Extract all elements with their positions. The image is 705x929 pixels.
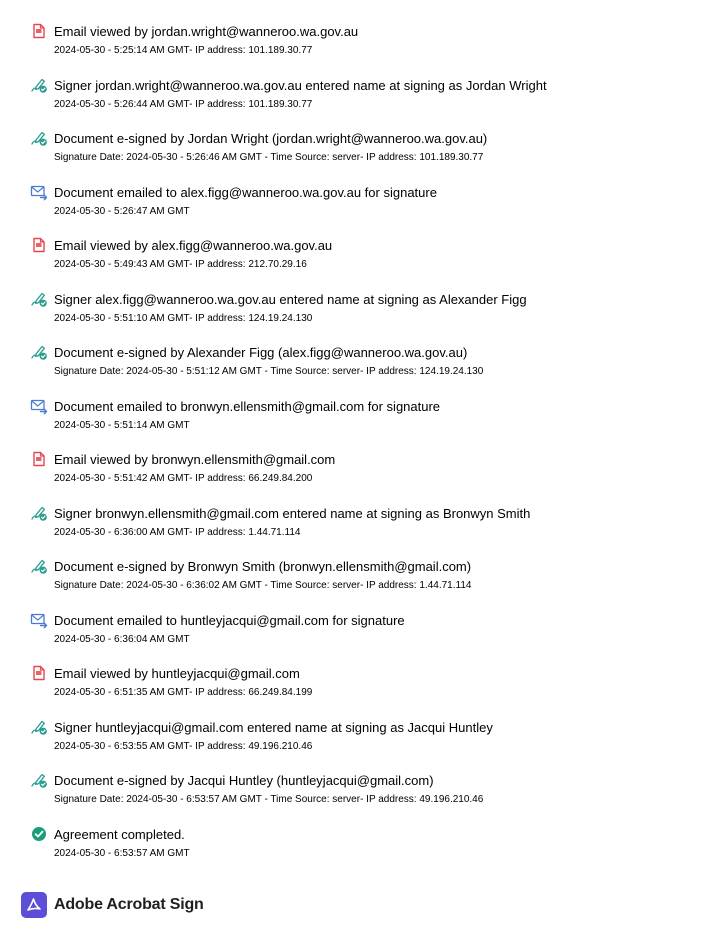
audit-event: [0, 397, 705, 451]
email-sent-icon: [30, 183, 48, 201]
event-detail: Signature Date: 2024-05-30 - 5:26:46 AM GMT - Time Source: server- IP address: 101.189.30.77: [54, 152, 484, 163]
brand-name: Adobe Acrobat Sign: [54, 896, 204, 913]
event-title: Document e-signed by Alexander Figg (alex.figg@wanneroo.wa.gov.au): [54, 345, 468, 360]
event-detail: 2024-05-30 - 5:51:10 AM GMT- IP address: 124.19.24.130: [54, 312, 313, 324]
signature-pen-icon: [30, 76, 48, 94]
document-viewed-icon: [30, 22, 48, 40]
email-sent-icon: [30, 611, 48, 629]
signature-pen-icon: [30, 290, 48, 308]
event-title: Document e-signed by Jacqui Huntley (huntleyjacqui@gmail.com): [54, 773, 434, 788]
document-viewed-icon: [30, 664, 48, 682]
event-title: Signer jordan.wright@wanneroo.wa.gov.au entered name at signing as Jordan Wright: [54, 77, 547, 93]
event-detail: 2024-05-30 - 6:36:04 AM GMT: [54, 633, 190, 645]
event-detail: 2024-05-30 - 5:26:47 AM GMT: [54, 205, 190, 217]
event-title: Email viewed by huntleyjacqui@gmail.com: [54, 666, 300, 681]
event-title: Email viewed by alex.figg@wanneroo.wa.gov.au: [54, 238, 333, 253]
event-title: Document e-signed by Bronwyn Smith (bronwyn.ellensmith@gmail.com): [54, 559, 472, 574]
audit-event: [0, 129, 705, 183]
event-title: Signer alex.figg@wanneroo.wa.gov.au entered name at signing as Alexander Figg: [54, 291, 527, 307]
event-detail: 2024-05-30 - 5:25:14 AM GMT- IP address: 101.189.30.77: [54, 45, 313, 56]
event-detail: 2024-05-30 - 5:51:14 AM GMT: [54, 419, 190, 431]
audit-event: [0, 76, 705, 130]
audit-event: [0, 664, 705, 718]
email-sent-icon: [30, 397, 48, 415]
document-viewed-icon: [30, 236, 48, 254]
event-detail: 2024-05-30 - 6:51:35 AM GMT- IP address: 66.249.84.199: [54, 687, 313, 698]
event-title: Document e-signed by Jordan Wright (jordan.wright@wanneroo.wa.gov.au): [54, 131, 488, 146]
event-detail: 2024-05-30 - 6:36:00 AM GMT- IP address: 1.44.71.114: [54, 526, 301, 538]
event-title: Email viewed by jordan.wright@wanneroo.wa.gov.au: [54, 24, 359, 39]
audit-event-list: [0, 22, 705, 878]
event-detail: 2024-05-30 - 5:49:43 AM GMT- IP address: 212.70.29.16: [54, 259, 307, 270]
adobe-acrobat-icon: [21, 892, 47, 918]
event-title: Document emailed to bronwyn.ellensmith@gmail.com for signature: [54, 398, 441, 414]
audit-event: [0, 450, 705, 504]
audit-event: [0, 557, 705, 611]
signature-pen-icon: [30, 504, 48, 522]
signature-pen-icon: [30, 557, 48, 575]
event-detail: 2024-05-30 - 6:53:55 AM GMT- IP address: 49.196.210.46: [54, 740, 313, 752]
audit-event: [0, 290, 705, 344]
audit-event: [0, 183, 705, 237]
event-title: Email viewed by bronwyn.ellensmith@gmail.com: [54, 452, 336, 467]
audit-event: [0, 22, 705, 76]
check-circle-icon: [30, 825, 48, 843]
signature-pen-icon: [30, 771, 48, 789]
audit-event: [0, 825, 705, 879]
footer-branding: [21, 892, 204, 918]
event-title: Signer huntleyjacqui@gmail.com entered name at signing as Jacqui Huntley: [54, 719, 493, 735]
event-title: Agreement completed.: [54, 826, 185, 842]
audit-event: [0, 718, 705, 772]
event-detail: Signature Date: 2024-05-30 - 6:36:02 AM GMT - Time Source: server- IP address: 1.44.71.114: [54, 580, 472, 591]
signature-pen-icon: [30, 718, 48, 736]
event-detail: 2024-05-30 - 6:53:57 AM GMT: [54, 847, 190, 859]
signature-pen-icon: [30, 129, 48, 147]
audit-event: [0, 343, 705, 397]
event-detail: Signature Date: 2024-05-30 - 5:51:12 AM GMT - Time Source: server- IP address: 124.19.24.130: [54, 366, 484, 377]
event-title: Document emailed to huntleyjacqui@gmail.com for signature: [54, 612, 405, 628]
audit-event: [0, 504, 705, 558]
document-viewed-icon: [30, 450, 48, 468]
event-detail: Signature Date: 2024-05-30 - 6:53:57 AM GMT - Time Source: server- IP address: 49.196.210.46: [54, 794, 484, 805]
audit-event: [0, 771, 705, 825]
signature-pen-icon: [30, 343, 48, 361]
event-detail: 2024-05-30 - 5:51:42 AM GMT- IP address: 66.249.84.200: [54, 473, 313, 484]
audit-event: [0, 236, 705, 290]
event-title: Document emailed to alex.figg@wanneroo.wa.gov.au for signature: [54, 184, 437, 200]
audit-event: [0, 611, 705, 665]
event-title: Signer bronwyn.ellensmith@gmail.com entered name at signing as Bronwyn Smith: [54, 505, 531, 521]
event-detail: 2024-05-30 - 5:26:44 AM GMT- IP address: 101.189.30.77: [54, 98, 313, 110]
